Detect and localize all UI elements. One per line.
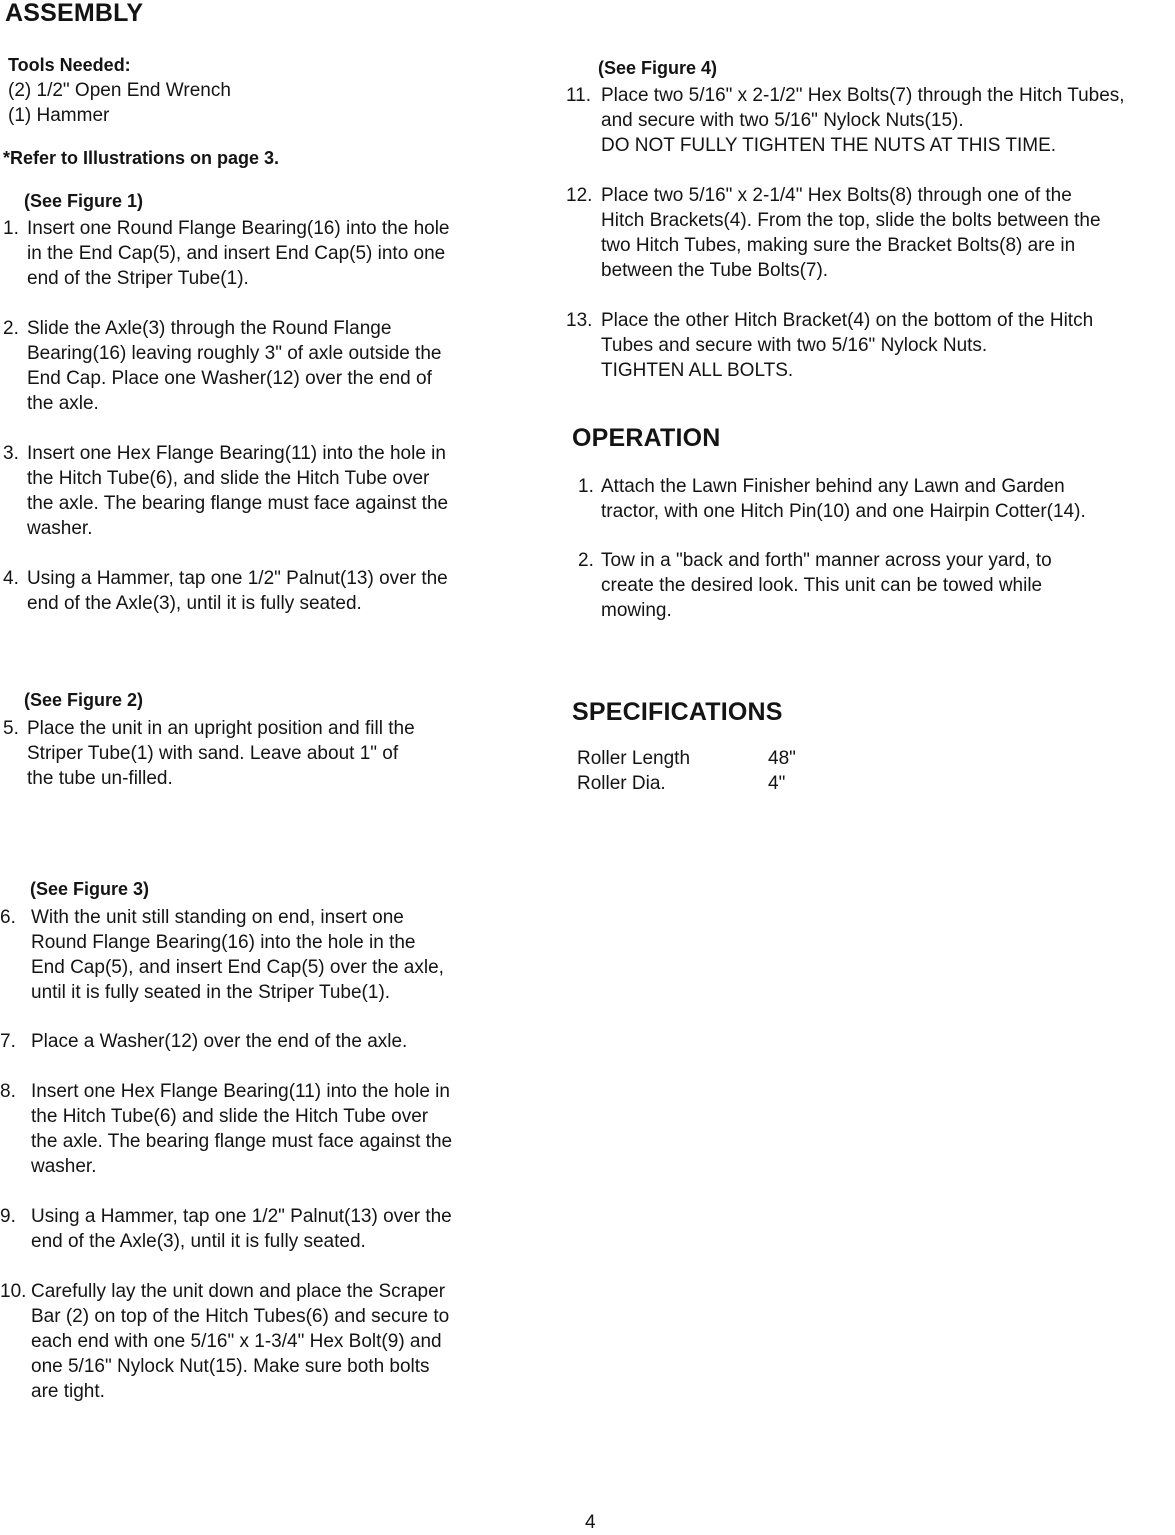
page-number: 4 <box>585 1512 596 1533</box>
figure-1-label: (See Figure 1) <box>24 191 144 211</box>
step-line: washer. <box>31 1156 97 1177</box>
step-line: one 5/16" Nylock Nut(15). Make sure both bolts <box>31 1356 430 1377</box>
step-line: Insert one Round Flange Bearing(16) into the hole <box>27 218 450 239</box>
step-number: 11. <box>566 85 592 106</box>
step-number: 12. <box>566 185 593 206</box>
step-line: two Hitch Tubes, making sure the Bracket Bolts(8) are in <box>601 235 1076 256</box>
step-line: tractor, with one Hitch Pin(10) and one Hairpin Cotter(14). <box>601 501 1086 522</box>
tools-needed-heading: Tools Needed: <box>8 55 131 75</box>
step-line: washer. <box>27 518 93 539</box>
step-line: Place the other Hitch Bracket(4) on the bottom of the Hitch <box>601 310 1094 331</box>
spec-value: 4" <box>768 773 786 794</box>
step-line: the Hitch Tube(6) and slide the Hitch Tube over <box>31 1106 429 1127</box>
step-line: create the desired look. This unit can be towed while <box>601 575 1043 596</box>
step-line: Carefully lay the unit down and place the Scraper <box>31 1281 446 1302</box>
step-line: Insert one Hex Flange Bearing(11) into the hole in <box>27 443 446 464</box>
step-line: Place a Washer(12) over the end of the axle. <box>31 1031 408 1052</box>
step-line: Place two 5/16" x 2-1/2" Hex Bolts(7) through the Hitch Tubes, <box>601 85 1125 106</box>
step-line: the tube un-filled. <box>27 768 173 789</box>
tool-item: (1) Hammer <box>8 105 110 126</box>
step-line: the axle. The bearing flange must face against the <box>27 493 449 514</box>
step-number: 8. <box>0 1081 16 1102</box>
step-number: 9. <box>0 1206 16 1227</box>
step-line: End Cap(5), and insert End Cap(5) over the axle, <box>31 957 444 978</box>
figure-2-label: (See Figure 2) <box>24 690 144 710</box>
step-number: 7. <box>0 1031 16 1052</box>
step-line: end of the Axle(3), until it is fully seated. <box>27 593 362 614</box>
step-number: 2. <box>578 550 594 571</box>
step-line: Round Flange Bearing(16) into the hole in the <box>31 932 416 953</box>
step-line: are tight. <box>31 1381 105 1402</box>
assembly-heading: ASSEMBLY <box>5 0 144 27</box>
step-line: Bearing(16) leaving roughly 3" of axle outside the <box>27 343 442 364</box>
step-line: DO NOT FULLY TIGHTEN THE NUTS AT THIS TIME. <box>601 135 1057 156</box>
step-line: TIGHTEN ALL BOLTS. <box>601 360 794 381</box>
figure-3-label: (See Figure 3) <box>30 879 150 899</box>
step-line: the axle. The bearing flange must face against the <box>31 1131 453 1152</box>
step-line: Tubes and secure with two 5/16" Nylock Nuts. <box>601 335 988 356</box>
step-number: 5. <box>3 718 19 739</box>
step-line: and secure with two 5/16" Nylock Nuts(15). <box>601 110 964 131</box>
spec-label: Roller Length <box>577 748 691 769</box>
step-line: between the Tube Bolts(7). <box>601 260 829 281</box>
step-line: Place the unit in an upright position and fill the <box>27 718 415 739</box>
step-line: the Hitch Tube(6), and slide the Hitch Tube over <box>27 468 430 489</box>
step-line: With the unit still standing on end, insert one <box>31 907 404 928</box>
step-line: Slide the Axle(3) through the Round Flange <box>27 318 392 339</box>
step-number: 6. <box>0 907 16 928</box>
step-line: End Cap. Place one Washer(12) over the end of <box>27 368 432 389</box>
step-line: until it is fully seated in the Striper Tube(1). <box>31 982 391 1003</box>
step-number: 1. <box>578 476 594 497</box>
step-line: mowing. <box>601 600 672 621</box>
step-number: 2. <box>3 318 19 339</box>
step-number: 1. <box>3 218 19 239</box>
step-line: Striper Tube(1) with sand. Leave about 1" of <box>27 743 399 764</box>
operation-heading: OPERATION <box>572 424 721 452</box>
step-line: Attach the Lawn Finisher behind any Lawn and Garden <box>601 476 1065 497</box>
step-line: Place two 5/16" x 2-1/4" Hex Bolts(8) through one of the <box>601 185 1072 206</box>
step-number: 13. <box>566 310 593 331</box>
step-line: Insert one Hex Flange Bearing(11) into the hole in <box>31 1081 450 1102</box>
step-line: Hitch Brackets(4). From the top, slide the bolts between the <box>601 210 1101 231</box>
specifications-heading: SPECIFICATIONS <box>572 698 783 726</box>
step-number: 10. <box>0 1281 27 1302</box>
refer-illustrations-note: *Refer to Illustrations on page 3. <box>3 148 280 168</box>
step-line: Using a Hammer, tap one 1/2" Palnut(13) over the <box>27 568 448 589</box>
step-line: Tow in a "back and forth" manner across your yard, to <box>601 550 1052 571</box>
step-line: Bar (2) on top of the Hitch Tubes(6) and secure to <box>31 1306 450 1327</box>
step-line: in the End Cap(5), and insert End Cap(5) into one <box>27 243 446 264</box>
step-line: each end with one 5/16" x 1-3/4" Hex Bolt(9) and <box>31 1331 442 1352</box>
step-number: 3. <box>3 443 19 464</box>
step-line: Using a Hammer, tap one 1/2" Palnut(13) over the <box>31 1206 452 1227</box>
tool-item: (2) 1/2" Open End Wrench <box>8 80 231 101</box>
spec-label: Roller Dia. <box>577 773 666 794</box>
step-line: the axle. <box>27 393 99 414</box>
step-line: end of the Striper Tube(1). <box>27 268 249 289</box>
step-number: 4. <box>3 568 19 589</box>
step-line: end of the Axle(3), until it is fully seated. <box>31 1231 366 1252</box>
spec-value: 48" <box>768 748 796 769</box>
figure-4-label: (See Figure 4) <box>598 58 718 78</box>
